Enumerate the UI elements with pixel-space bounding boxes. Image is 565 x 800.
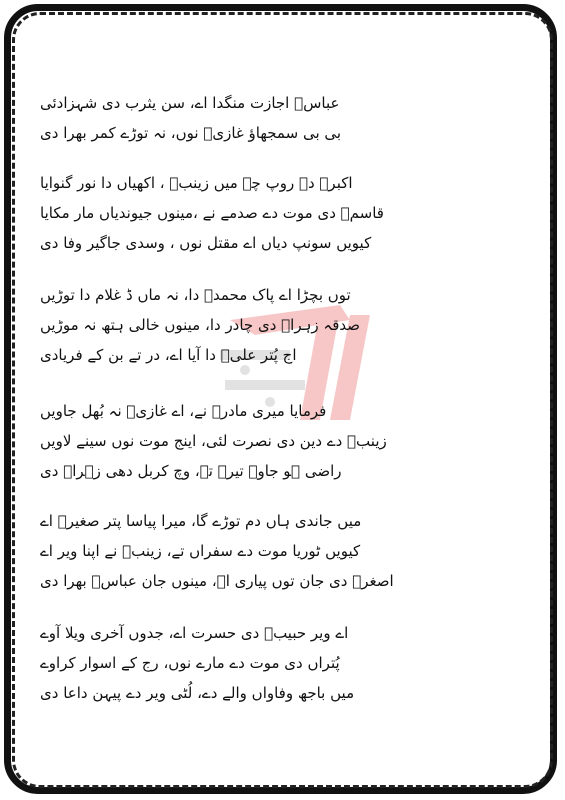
verse-line: اکبرؑ دے روپ چہ میں زینبؑ ، اکھیاں دا نور گنوایا	[40, 174, 353, 192]
stanza-5	[40, 506, 510, 596]
verse-line: صدقہ زہراؑ دی چادر دا، مینوں خالی ہتھ نہ موڑیں	[40, 316, 360, 334]
verse-line: اج پُتر علیؑ دا آیا اے، در تے بن کے فریادی	[40, 346, 297, 364]
stanza-4	[40, 396, 510, 486]
verse-line: کیویں ٹوریا موت دے سفراں تے، زینبؑ نے اپنا ویر اے	[40, 542, 361, 560]
stanza-2	[40, 168, 510, 258]
verse-line: فرمایا میری مادرؑ نے، اے غازیؑ نہ بُھل جاویں	[40, 402, 327, 420]
stanza-1	[40, 88, 510, 148]
verse-line: میں جاندی ہاں دم توڑے گا، میرا پیاسا پتر صغیرؑ اے	[40, 512, 362, 530]
verse-line: عباسؑ اجازت منگدا اے، سن یثرب دی شہزادئی	[40, 94, 340, 112]
verse-line: راضی ہو جاوے تیرے تے، وچ کربل دھی زہراؑ دی	[40, 462, 342, 480]
verse-line: میں باجھ وفاواں والے دے، لُٹی ویر دے پیہن داعا دی	[40, 684, 355, 702]
verse-line: توں بچڑا اے پاک محمدؐ دا، نہ ماں ڈ غلام دا توڑیں	[40, 286, 351, 304]
stanza-6	[40, 618, 510, 708]
verse-line: اصغرؑ دی جان توں پیاری اے، مینوں جان عباسؑ بھرا دی	[40, 572, 394, 590]
verse-line: پُتراں دی موت دے مارے نوں، رج کے اسوار کراوے	[40, 654, 340, 672]
verse-line: اے ویر حبیبؔ دی حسرت اے، جدوں آخری ویلا آوے	[40, 624, 349, 642]
verse-line: بی بی سمجھاؤ غازیؑ نوں، نہ توڑے کمر بھرا دی	[40, 124, 342, 142]
verse-line: کیویں سونپ دیاں اے مقتل نوں ، وسدی جاگیر وفا دی	[40, 234, 372, 252]
verse-line: قاسمؑ دی موت دے صدمے نے ،مینوں جیوندیاں مار مکایا	[40, 204, 384, 222]
watermark-gray-mark	[225, 380, 305, 390]
verse-line: زینبؑ دے دین دی نصرت لئی، اینج موت نوں سینے لاویں	[40, 432, 387, 450]
stanza-3	[40, 280, 510, 370]
